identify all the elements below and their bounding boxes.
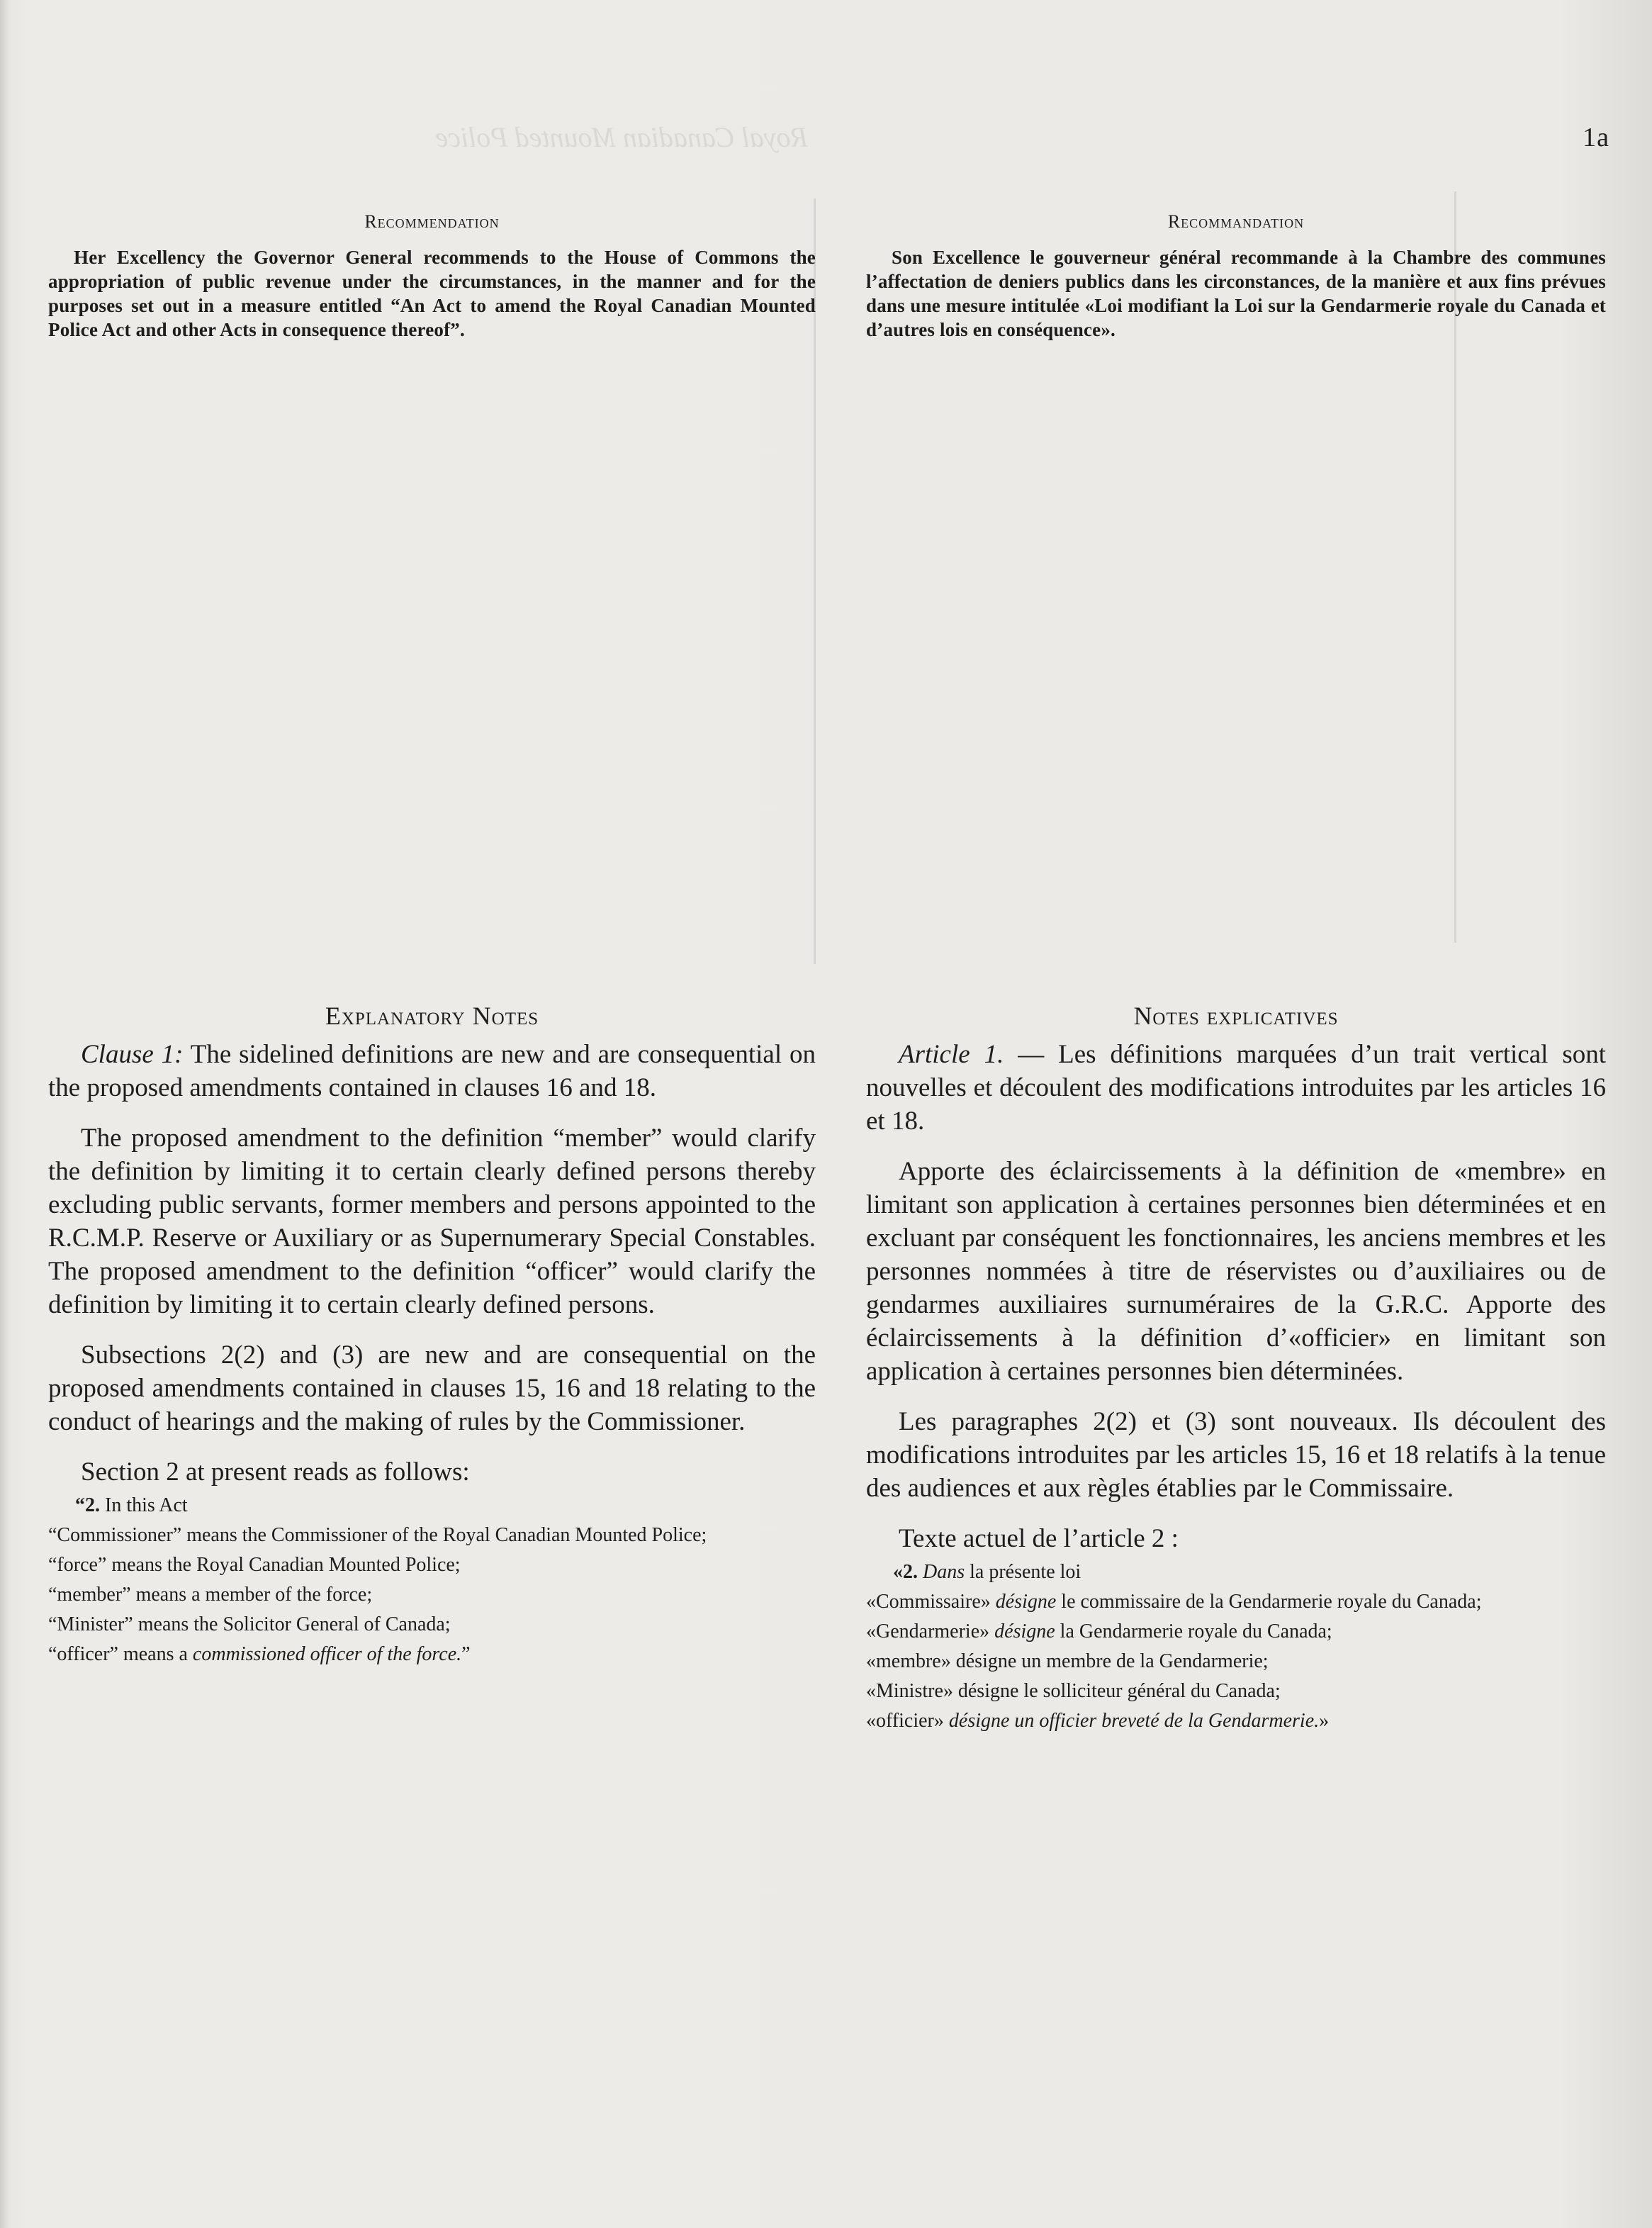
membre-definition-paragraph: Apporte des éclaircissements à la définition de «membre» en limitant son application à certaines personnes bien déterminées et en excluant par conséquent les fonctionnaires, les anciens membres et les personnes nommées à titre de réservistes ou d’auxiliaires ou de gendarmes auxiliaires surnuméraires de la G.R.C. Apporte des éclaircissements à la définition d’«officier» en limitant son application à certaines personnes bien déterminées.	[866, 1157, 1606, 1386]
definition-gendarmerie	[866, 1619, 1606, 1645]
commissaire-term: «Commissaire»	[866, 1591, 996, 1613]
recommendation-heading-fr: Recommandation	[1167, 211, 1305, 232]
definition-officier	[866, 1708, 1606, 1734]
quote-heading-en	[48, 1493, 816, 1518]
officer-def-close: ”	[461, 1643, 471, 1665]
article-text: — Les définitions marquées d’un trait vertical sont nouvelles et découlent des modifications introduites par les articles 16 et 18.	[866, 1040, 1607, 1136]
english-notes	[48, 1001, 816, 1672]
recommendation-text-en: Her Excellency the Governor General recommends to the House of Commons the appropriation of public revenue under the circumstances, in the manner and for the purposes set out in a measure entitled “An Act to amend the Royal Canadian Mounted Police Act and other Acts in consequence thereof”.	[48, 247, 816, 340]
page-number: 1a	[1583, 123, 1609, 152]
definition-officer	[48, 1642, 816, 1667]
recommendation-heading-en: Recommendation	[364, 211, 500, 232]
paragraphes-paragraph: Les paragraphes 2(2) et (3) sont nouveaux. Ils découlent des modifications introduites par les articles 15, 16 et 18 relatifs à la tenue des audiences et aux règles établies par le Commissaire.	[866, 1407, 1606, 1503]
definition-member: “member” means a member of the force;	[48, 1584, 373, 1606]
quote-heading-text-fr: la présente loi	[965, 1561, 1081, 1583]
officier-close: »	[1319, 1710, 1330, 1732]
gendarmerie-term: «Gendarmerie»	[866, 1620, 995, 1642]
commissaire-text: le commissaire de la Gendarmerie royale du Canada;	[1056, 1591, 1482, 1613]
notes-heading-fr: Notes explicatives	[1133, 1002, 1339, 1030]
article-2-intro: Texte actuel de l’article 2 :	[899, 1524, 1179, 1553]
definition-membre: «membre» désigne un membre de la Gendarmerie;	[866, 1650, 1269, 1672]
french-notes	[866, 1001, 1606, 1738]
definition-ministre: «Ministre» désigne le solliciteur général du Canada;	[866, 1680, 1281, 1702]
quote-heading-dans: Dans	[918, 1561, 965, 1583]
article-1-paragraph	[866, 1038, 1606, 1138]
clause-1-paragraph	[48, 1038, 816, 1104]
definition-commissaire	[866, 1589, 1606, 1615]
french-column	[866, 211, 1606, 342]
gendarmerie-text: la Gendarmerie royale du Canada;	[1055, 1620, 1332, 1642]
english-column	[48, 211, 816, 342]
definition-commissioner: “Commissioner” means the Commissioner of the Royal Canadian Mounted Police;	[48, 1524, 707, 1546]
commissaire-designe: désigne	[995, 1591, 1057, 1613]
quote-article-number: «2.	[893, 1561, 918, 1583]
quote-heading-fr	[866, 1560, 1606, 1585]
quote-section-number: “2.	[75, 1494, 100, 1516]
officier-text-italic: désigne un officier breveté de la Gendarmerie.	[948, 1710, 1320, 1732]
clause-text: The sidelined definitions are new and are consequential on the proposed amendments contained in clauses 16 and 18.	[48, 1040, 816, 1102]
officier-term: «officier»	[866, 1710, 949, 1732]
subsections-paragraph: Subsections 2(2) and (3) are new and are consequential on the proposed amendments contained in clauses 15, 16 and 18 relating to the conduct of hearings and the making of rules by the Commissioner.	[48, 1340, 816, 1436]
bleed-through-header: Royal Canadian Mounted Police	[435, 121, 808, 153]
officer-def-text: “officer” means a	[48, 1643, 193, 1665]
officer-def-italic: commissioned officer of the force.	[192, 1643, 462, 1665]
clause-label: Clause 1:	[81, 1040, 184, 1069]
article-label: Article 1.	[899, 1040, 1004, 1069]
quote-heading-text: In this Act	[100, 1494, 188, 1516]
definition-minister: “Minister” means the Solicitor General of Canada;	[48, 1613, 451, 1635]
section-2-intro: Section 2 at present reads as follows:	[81, 1457, 470, 1487]
gendarmerie-designe: désigne	[994, 1620, 1055, 1642]
recommendation-text-fr: Son Excellence le gouverneur général recommande à la Chambre des communes l’affectation de deniers publics dans les circonstances, de la manière et aux fins prévues dans une mesure intitulée «Loi modifiant la Loi sur la Gendarmerie royale du Canada et d’autres lois en conséquence».	[866, 247, 1606, 340]
member-definition-paragraph: The proposed amendment to the definition “member” would clarify the definition by limiting it to certain clearly defined persons thereby excluding public servants, former members and persons appointed to the R.C.M.P. Reserve or Auxiliary or as Supernumerary Special Constables. The proposed amendment to the definition “officer” would clarify the definition by limiting it to certain clearly defined persons.	[48, 1124, 816, 1319]
definition-force: “force” means the Royal Canadian Mounted Police;	[48, 1554, 461, 1576]
notes-heading-en: Explanatory Notes	[325, 1002, 539, 1030]
